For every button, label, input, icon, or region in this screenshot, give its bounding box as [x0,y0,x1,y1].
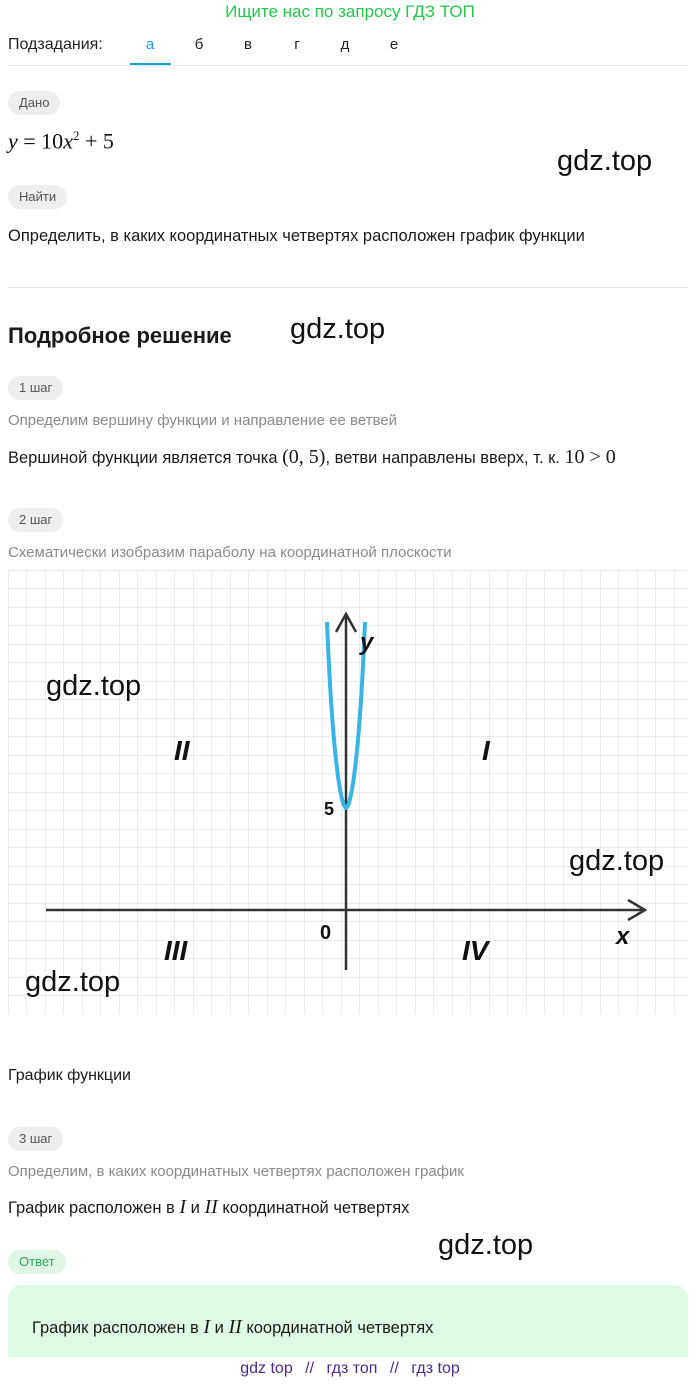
quadrant-1-label: I [482,735,490,766]
step-2 [8,508,63,532]
step-1-text: Вершиной функции является точка (0, 5), ветви направлены вверх, т. к. 10 > 0 [8,446,616,468]
find-badge: Найти [8,185,67,209]
answer-section [8,1250,66,1274]
step-1 [8,376,63,400]
search-hint-banner[interactable]: Ищите нас по запросу ГДЗ ТОП [225,2,475,21]
quadrant-2-label: II [174,735,190,766]
solution-title: Подробное решение [8,323,232,348]
step-3-text: График расположен в I и II координатной четвертях [8,1196,410,1218]
watermark: gdz.top [438,1229,534,1261]
footer-link-1[interactable]: gdz top [240,1360,293,1377]
step-3-badge: 3 шаг [8,1127,63,1151]
section-divider [8,287,688,288]
footer-links [0,1360,700,1378]
header-divider [8,65,688,66]
watermark: gdz.top [290,313,386,345]
step-2-description: Схематически изобразим параболу на координатной плоскости [8,544,452,561]
graph-grid [8,570,688,1014]
given-badge: Дано [8,91,60,115]
watermark: gdz.top [25,966,121,998]
tab-v[interactable]: в [244,36,252,53]
step-2-badge: 2 шаг [8,508,63,532]
step-1-description: Определим вершину функции и направление ее ветвей [8,412,397,429]
footer-separator: // [389,1360,399,1377]
tab-b[interactable]: б [194,36,204,53]
graph-caption: График функции [8,1067,131,1084]
given-section [8,91,60,115]
x-axis-label: x [616,923,630,950]
tab-g[interactable]: г [294,36,300,53]
origin-label: 0 [320,922,332,944]
given-formula: $y = 10x^2 + 5$ [8,128,114,154]
footer-separator: // [305,1360,315,1377]
subtasks-label: Подзадания: [8,36,103,53]
quadrant-4-label: IV [462,935,489,966]
answer-badge: Ответ [8,1250,66,1274]
vertex-y-label: 5 [324,799,335,819]
y-axis-label: y [360,629,374,656]
watermark: gdz.top [569,845,665,877]
watermark: gdz.top [46,670,142,702]
find-text: Определить, в каких координатных четвертях расположен график функции [8,227,585,245]
step-1-badge: 1 шаг [8,376,63,400]
watermark: gdz.top [557,145,653,177]
answer-text: График расположен в I и II координатной четвертях [32,1316,434,1338]
step-3-description: Определим, в каких координатных четвертях расположен график [8,1163,464,1180]
step-3 [8,1127,63,1151]
quadrant-3-label: III [164,935,188,966]
tab-e[interactable]: е [389,36,399,53]
graph-svg [8,570,688,1014]
footer-link-3[interactable]: гдз top [411,1360,460,1377]
find-section [8,185,67,209]
tab-d[interactable]: д [340,36,350,53]
parabola-graph [8,570,688,1014]
footer-link-2[interactable]: гдз топ [326,1360,378,1377]
tab-a[interactable]: а [145,36,155,53]
